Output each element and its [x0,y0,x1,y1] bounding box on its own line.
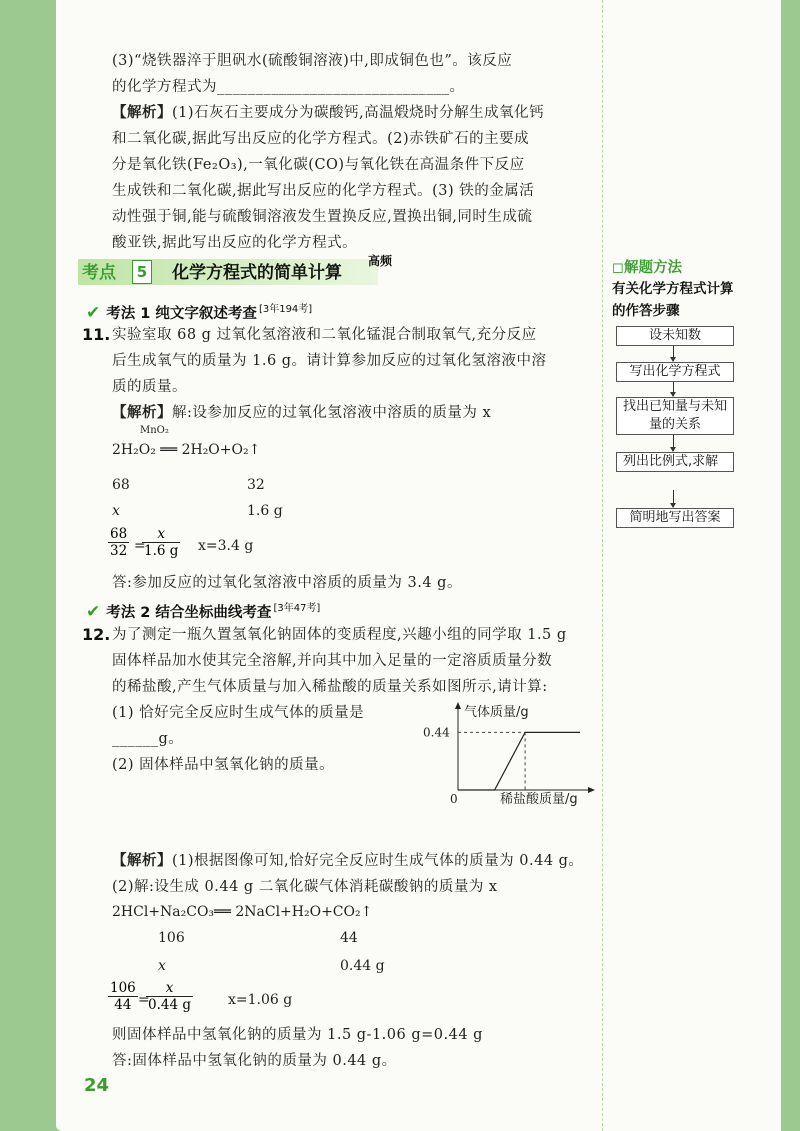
section-header [78,256,398,286]
catalyst-label: MnO₂ [140,425,169,436]
fraction-denominator: 32 [110,543,128,559]
q11-line: 实验室取 68 g 过氧化氢溶液和二氧化锰混合制取氧气,充分反应 [112,327,537,343]
check-icon: ✔ [86,303,101,323]
q12-naoh-line: 则固体样品中氢氧化钠的质量为 1.5 g-1.06 g=0.44 g [112,1027,483,1043]
q11-var-1: x [112,503,120,519]
q12-var-2: 0.44 g [340,958,385,974]
q12-analysis-1 [112,848,592,874]
q11-equation: 2H₂O₂ ══ 2H₂O+O₂↑ [112,442,261,458]
kaofa-1-heading [86,300,312,323]
q12-sub2: (2) 固体样品中氢氧化钠的质量。 [112,757,335,773]
q11-result: x=3.4 g [198,538,254,554]
x-axis-arrow [588,787,595,793]
q12-line: 固体样品加水使其完全溶解,并向其中加入足量的一定溶质质量分数 [112,653,553,669]
q11-line: 质的质量。 [112,379,187,395]
q11-mass-2: 32 [247,477,265,493]
equals-sign: = [138,992,150,1008]
fraction-denominator: 0.44 g [148,997,191,1013]
analysis-line: 生成铁和二氧化碳,据此写出反应的化学方程式。(3) 铁的金属活 [112,183,535,199]
q12-equation: 2HCl+Na₂CO₃══ 2NaCl+H₂O+CO₂↑ [112,904,373,920]
step-arrow [673,382,674,396]
q12-var-1: x [158,958,166,974]
series-group [458,732,580,790]
q11-var-2: 1.6 g [247,503,283,519]
step-arrow [673,490,674,507]
sidebar-title-text: 解题方法 [624,260,683,276]
q12-answer: 答:固体样品中氢氧化钠的质量为 0.44 g。 [112,1053,397,1069]
q12-analysis-2: (2)解:设生成 0.44 g 二氧化碳气体消耗碳酸钠的质量为 x [112,879,498,895]
section-number: 5 [132,260,152,284]
q12-line: 为了测定一瓶久置氢氧化钠固体的变质程度,兴趣小组的同学取 1.5 g [112,627,567,643]
q11-fraction-right [142,526,180,559]
step-box: 设未知数 [616,326,734,346]
fraction-numerator: x [142,526,180,543]
q12-result: x=1.06 g [228,992,293,1008]
q12-mass-1: 106 [158,930,185,946]
step-arrow [673,346,674,361]
q12-fraction-left [108,980,138,1013]
y-tick-label: 0.44 [423,725,450,740]
step-box: 写出化学方程式 [616,362,734,382]
q11-line: 后生成氧气的质量为 1.6 g。请计算参加反应的过氧化氢溶液中溶 [112,353,547,369]
chart-svg [420,700,600,810]
section-tag: 考点 [82,263,116,283]
analysis-line: (1)石灰石主要成分为碳酸钙,高温煅烧时分解生成氧化钙 [172,105,545,121]
analysis-label: 【解析】 [112,852,172,869]
question-number: 11. [82,325,111,344]
q11-fraction-left [108,526,129,559]
fraction-denominator: 44 [114,997,132,1013]
kaofa-tag: [3年47考] [273,603,321,614]
analysis-line: 动性强于铜,能与硫酸铜溶液发生置换反应,置换出铜,同时生成硫 [112,209,533,225]
x-axis-label: 稀盐酸质量/g [500,792,578,807]
q12-sub1: (1) 恰好完全反应时生成气体的质量是 [112,705,365,721]
analysis-line: 酸亚铁,据此写出反应的化学方程式。 [112,235,358,251]
origin-label: 0 [450,792,458,806]
kaofa-2-heading [86,599,320,622]
step-box: 简明地写出答案 [616,508,734,528]
sidebar-subtitle: 有关化学方程式计算的作答步骤 [612,281,734,319]
question-number: 12. [82,625,111,644]
section-title: 化学方程式的简单计算 [172,263,342,283]
fraction-denominator: 1.6 g [144,543,179,559]
q12-fraction-right [146,980,193,1013]
q12-stem [112,622,592,700]
kaofa-label: 考法 1 纯文字叙述考查 [106,306,257,322]
analysis-label: 【解析】 [112,404,172,421]
gas-mass-chart [420,700,600,810]
analysis-line: 和二氧化碳,据此写出反应的化学方程式。(2)赤铁矿石的主要成 [112,131,530,147]
fraction-numerator: 106 [110,980,136,996]
section-frequency: 高频 [368,254,393,268]
kaofa-label: 考法 2 结合坐标曲线考查 [106,605,272,621]
series-line [458,732,580,790]
q11-mass-1: 68 [112,477,130,493]
analysis-block-1 [112,100,592,256]
step-box: 找出已知量与未知量的关系 [616,397,734,435]
equals-sign: = [134,538,146,554]
method-icon: ◻ [612,260,625,276]
sidebar-divider [602,0,604,1131]
q10-part3-line1: (3)“烧铁器淬于胆矾水(硫酸铜溶液)中,即成铜色也”。该反应 [112,53,513,69]
y-axis-arrow [455,702,461,709]
step-box: 列出比例式,求解 [616,452,734,472]
q12-mass-2: 44 [340,930,358,946]
kaofa-tag: [3年194考] [258,304,313,315]
q11-answer: 答:参加反应的过氧化氢溶液中溶质的质量为 3.4 g。 [112,575,462,591]
fraction-numerator: 68 [110,526,128,542]
sidebar-title [612,256,682,277]
analysis-text: (1)根据图像可知,恰好完全反应时生成气体的质量为 0.44 g。 [172,853,584,869]
q12-sub1-blank: ______g。 [112,731,184,747]
fraction-numerator: x [146,980,193,997]
page-number: 24 [84,1075,110,1096]
analysis-line: 分是氧化铁(Fe₂O₃),一氧化碳(CO)与氧化铁在高温条件下反应 [112,157,525,173]
step-arrow [673,435,674,451]
analysis-label: 【解析】 [112,104,172,121]
analysis-text: 解:设参加反应的过氧化氢溶液中溶质的质量为 x [172,405,492,421]
check-icon: ✔ [86,602,101,622]
q11-analysis-intro [112,400,592,426]
q12-line: 的稀盐酸,产生气体质量与加入稀盐酸的质量关系如图所示,请计算: [112,679,548,695]
q10-part3-line2: 的化学方程式为______________________________。 [112,79,465,95]
q11-stem [112,322,592,400]
y-axis-label: 气体质量/g [464,705,529,720]
